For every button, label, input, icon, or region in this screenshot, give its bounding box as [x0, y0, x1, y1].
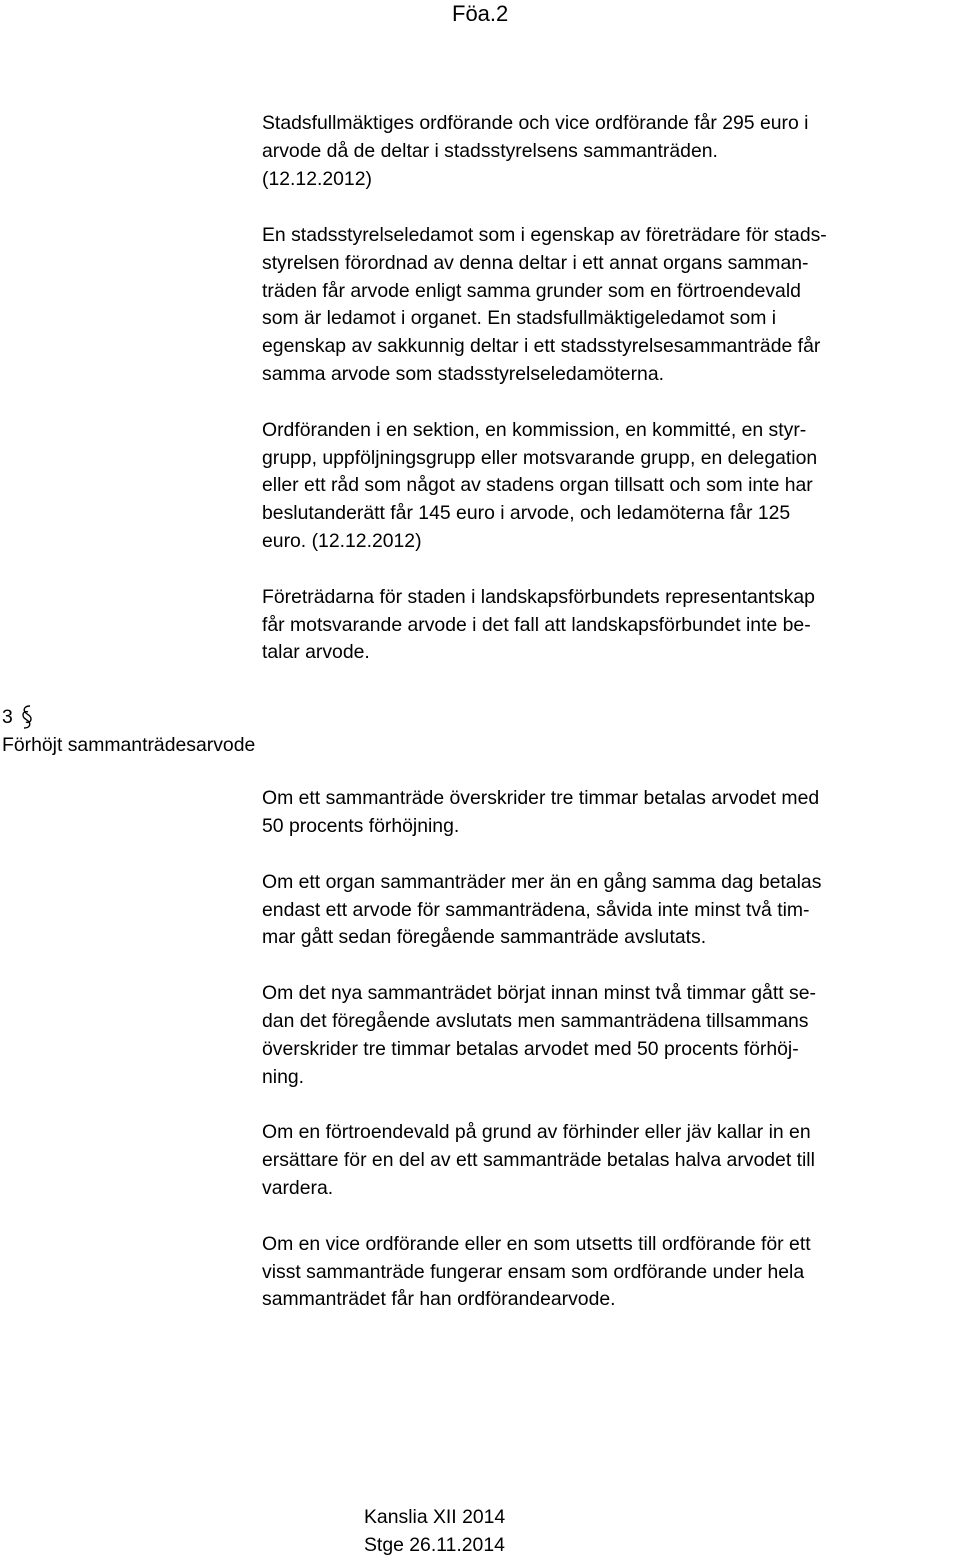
paragraph: Om det nya sammanträdet börjat innan minst två timmar gått se- dan det föregående avslutats men sammanträdena tillsammans överskrider tre timmar betalas arvodet med 50 procents förhöj- ning.	[262, 982, 816, 1088]
footer	[364, 1503, 505, 1559]
page-reference: Föa.2	[452, 1, 509, 26]
section-number-line	[2, 703, 255, 731]
paragraph: Om en förtroendevald på grund av förhinder eller jäv kallar in en ersättare för en del av ett sammanträde betalas halva arvodet till vardera.	[262, 1121, 815, 1199]
main-text	[262, 110, 956, 1314]
section-heading	[2, 703, 255, 759]
paragraph: Om en vice ordförande eller en som utsetts till ordförande för ett visst sammanträde fungerar ensam som ordförande under hela sammanträdet får han ordförandearvode.	[262, 1232, 811, 1311]
section-sign-icon	[21, 704, 33, 730]
footer-line: Kanslia XII 2014	[364, 1506, 506, 1528]
paragraph: Företrädarna för staden i landskapsförbundets representantskap får motsvarande arvode i det fall att landskapsförbundet inte be- talar arvode.	[262, 585, 815, 664]
paragraph: Stadsfullmäktiges ordförande och vice ordförande får 295 euro i arvode då de deltar i stadsstyrelsens sammanträden. (12.12.2012)	[262, 112, 809, 190]
paragraph: Ordföranden i en sektion, en kommission, en kommitté, en styr- grupp, uppföljningsgrupp eller motsvarande grupp, en delegation eller ett råd som något av stadens organ tillsatt och som inte har beslutanderätt får 145 euro i arvode, och ledamöterna får 125 euro. (12.12.2012)	[262, 418, 818, 552]
paragraph: En stadsstyrelseledamot som i egenskap av företrädare för stads- styrelsen förordnad av denna deltar i ett annat organs samman- träden får arvode enligt samma grunder som en förtroendevald som är ledamot i organet. En stadsfullmäktigeledamot som i egenskap av sakkunnig deltar i ett stadsstyrelsesammanträde får samma arvode som stadsstyrelseledamöterna.	[262, 224, 827, 385]
section-number: 3	[2, 706, 13, 728]
paragraph: Om ett organ sammanträder mer än en gång samma dag betalas endast ett arvode för sammanträdena, såvida inte minst två tim- mar gått sedan föregående sammanträde avslutats.	[262, 870, 822, 949]
footer-line: Stge 26.11.2014	[364, 1534, 505, 1556]
section-title: Förhöjt sammanträdesarvode	[2, 734, 256, 756]
paragraph: Om ett sammanträde överskrider tre timmar betalas arvodet med 50 procents förhöjning.	[262, 787, 820, 837]
